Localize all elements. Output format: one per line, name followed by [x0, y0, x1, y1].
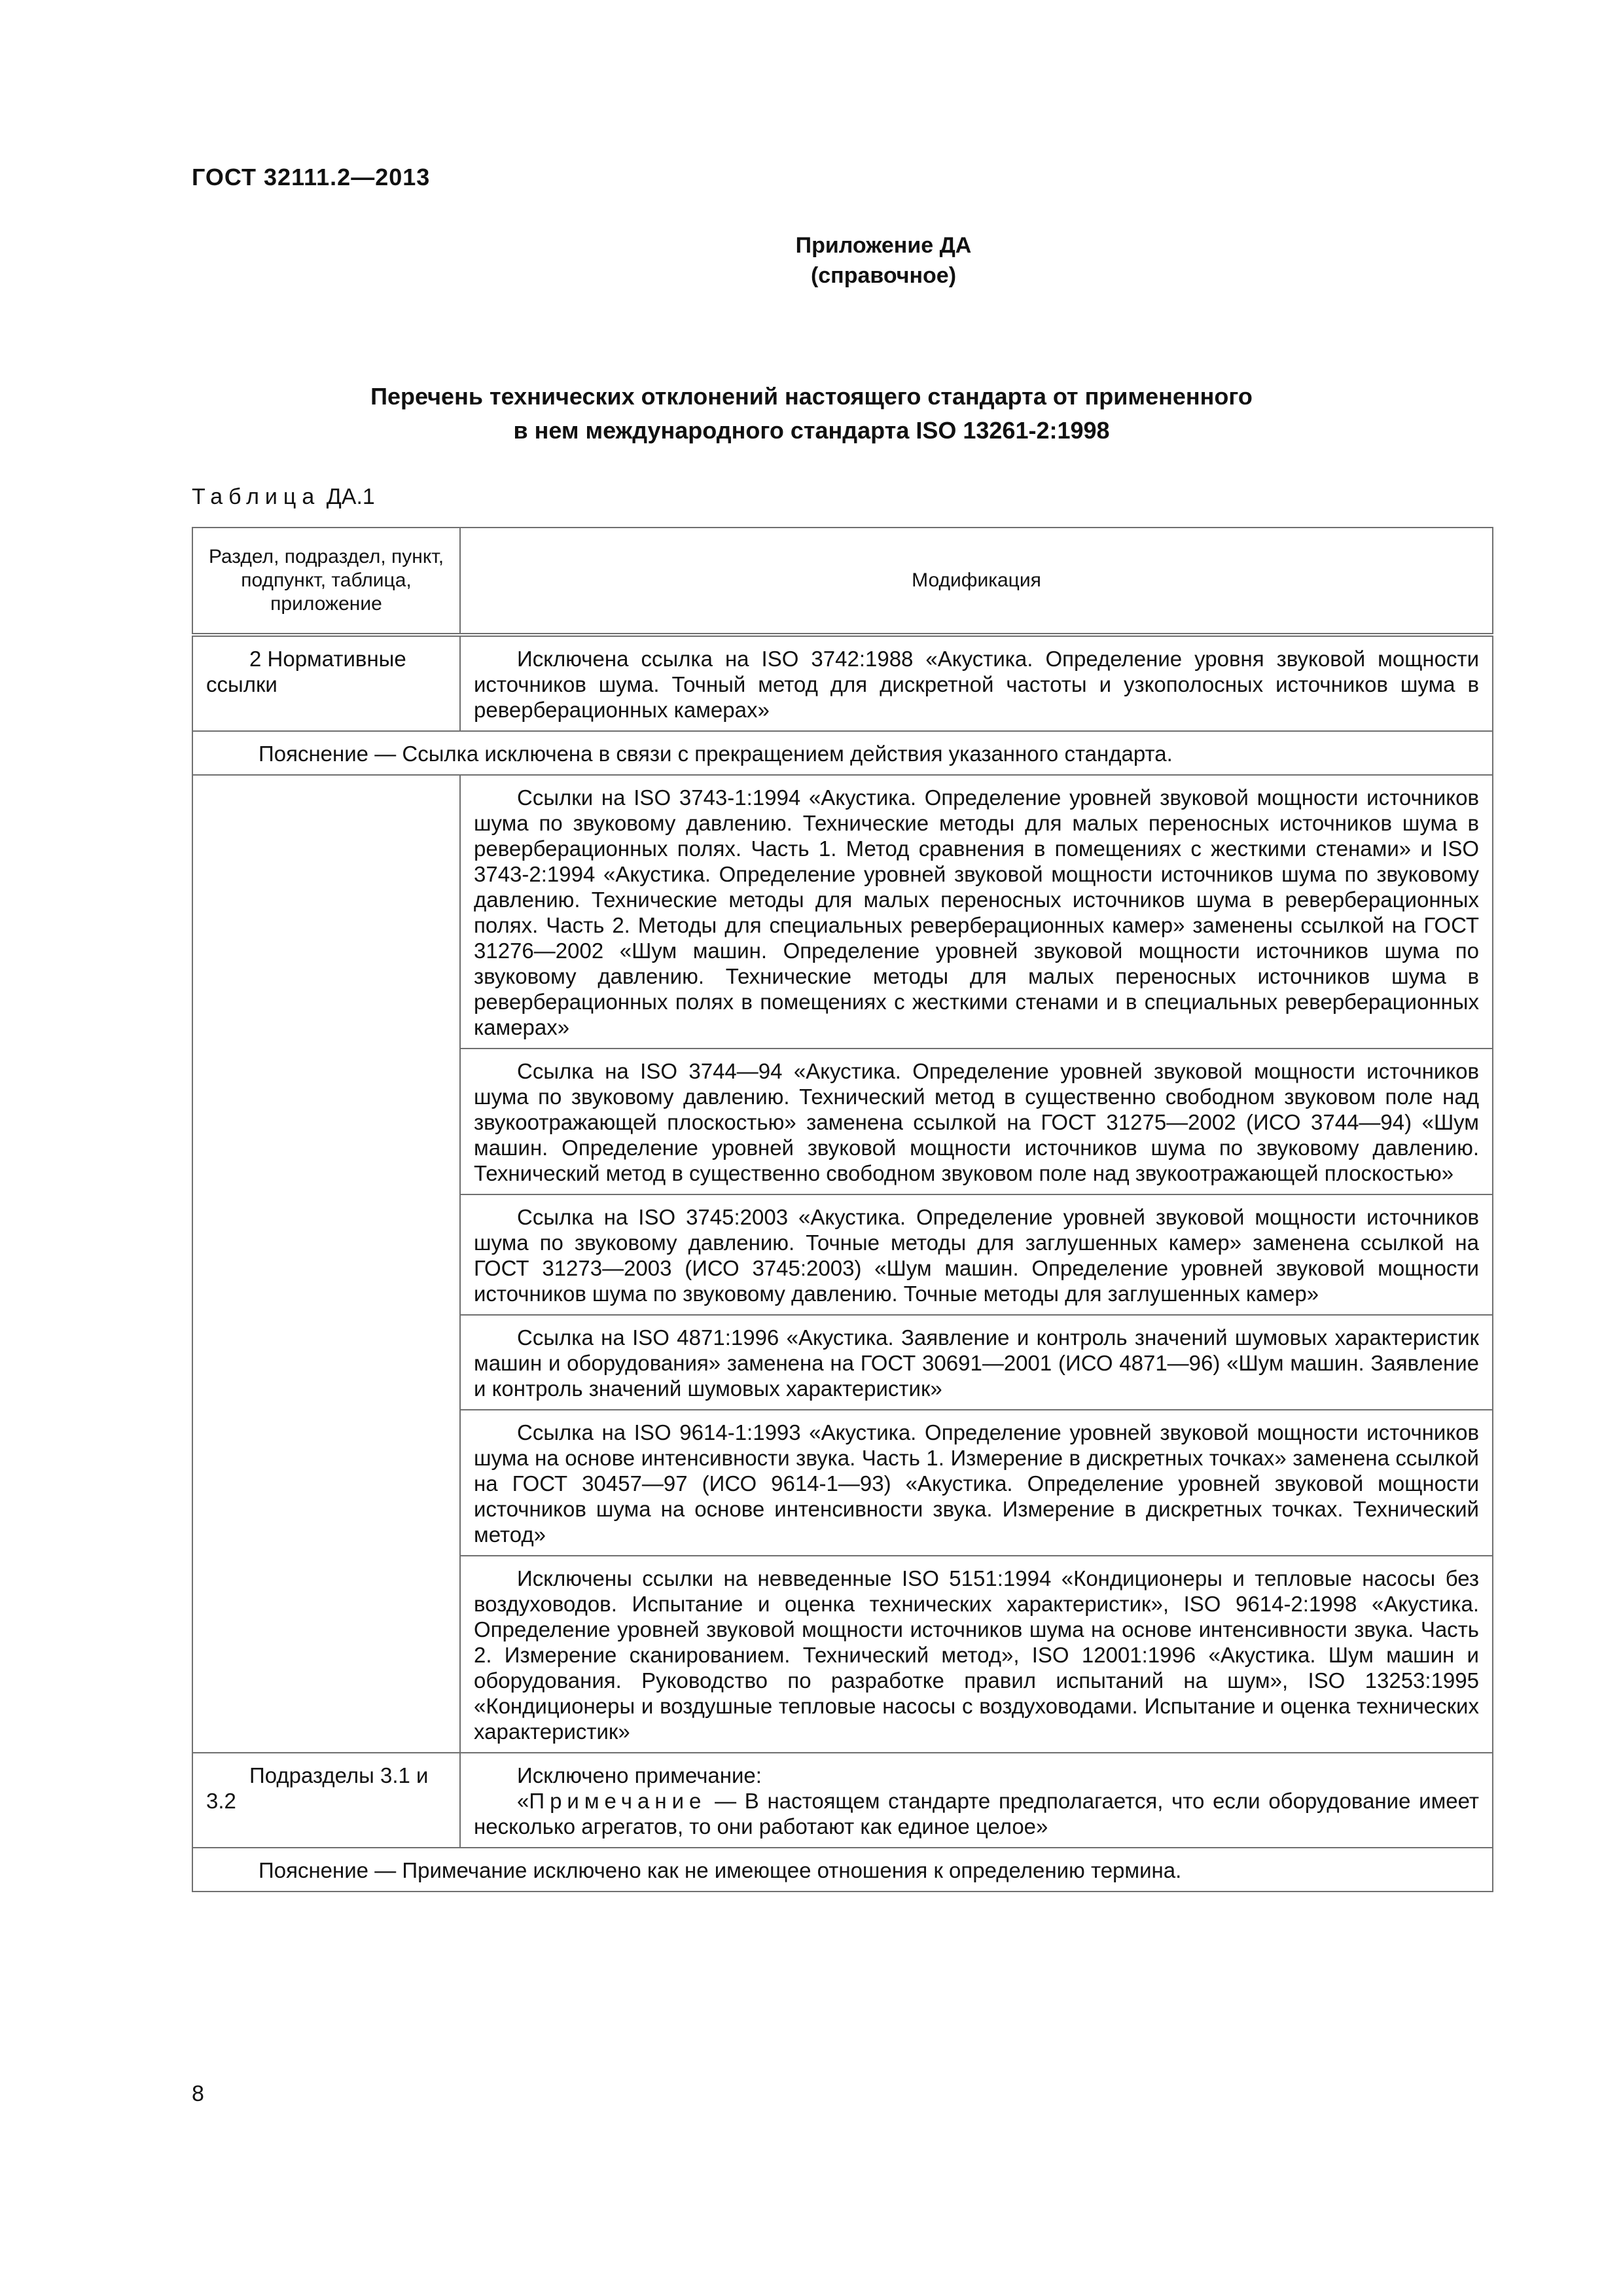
heading-line-2: в нем международного стандарта ISO 13261-2:1998 — [513, 417, 1110, 444]
modification-cell: Ссылка на ISO 9614-1:1993 «Акустика. Определение уровней звуковой мощности источников шума на основе интенсивности звука. Часть 1. Измерение в дискретных точках» заменена ссылкой на ГОСТ 30457—97 (ИСО 9614-1—93) «Акустика. Определение уровней звуковой мощности источников шума на основе интенсивности звука. Измерение в дискретных точках. Технический метод» — [460, 1410, 1493, 1556]
modification-cell: Ссылка на ISO 3744—94 «Акустика. Определение уровней звуковой мощности источников шума по звуковому давлению. Технический метод в существенно свободном звуковом поле над звукоотражающей плоскостью» заменена ссылкой на ГОСТ 31275—2002 (ИСО 3744—94) «Шум машин. Определение уровней звуковой мощности источников шума по звуковому давлению. Технический метод в существенно свободном звуковом поле над звукоотражающей плоскостью» — [460, 1049, 1493, 1194]
table-row — [192, 1753, 1493, 1848]
modification-cell: Ссылка на ISO 3745:2003 «Акустика. Определение уровней звуковой мощности источников шума по звуковому давлению. Точные методы для заглушенных камер» заменена ссылкой на ГОСТ 31273—2003 (ИСО 3745:2003) «Шум машин. Определение уровней звуковой мощности источников шума по звуковому давлению. Точные методы для заглушенных камер» — [460, 1194, 1493, 1315]
document-code: ГОСТ 32111.2—2013 — [192, 164, 431, 190]
section-cell: 2 Нормативные ссылки — [192, 635, 460, 731]
header-section: Раздел, подраздел, пункт, подпункт, таблица, приложение — [192, 528, 460, 635]
explanation-note: Пояснение — Ссылка исключена в связи с прекращением действия указанного стандарта. — [192, 731, 1493, 775]
heading-line-1: Перечень технических отклонений настоящего стандарта от примененного — [370, 383, 1253, 410]
table-caption-word: Таблица — [192, 484, 321, 509]
table-row — [192, 635, 1493, 731]
modification-cell: Исключены ссылки на невведенные ISO 5151:1994 «Кондиционеры и тепловые насосы без воздуховодов. Испытание и оценка технических характеристик», ISO 9614-2:1998 «Акустика. Определение уровней звуковой мощности источников шума на основе интенсивности звука. Часть 2. Измерение сканированием. Технический метод», ISO 12001:1996 «Акустика. Шум машин и оборудования. Руководство по разработке правил испытаний на шум», ISO 13253:1995 «Кондиционеры и воздушные тепловые насосы с воздуховодами. Испытание и оценка технических характеристик» — [460, 1556, 1493, 1753]
quote-mark: « — [517, 1789, 529, 1813]
section-cell: Подразделы 3.1 и 3.2 — [192, 1753, 460, 1848]
deviations-table — [192, 527, 1493, 1892]
explanation-note: Пояснение — Примечание исключено как не имеющее отношения к определению термина. — [192, 1848, 1493, 1892]
header-modification: Модификация — [460, 528, 1493, 635]
page-heading — [216, 380, 1407, 448]
table-note-row — [192, 731, 1493, 775]
table-note-row — [192, 1848, 1493, 1892]
modification-line — [474, 1788, 1479, 1839]
modification-cell — [460, 1753, 1493, 1848]
note-label: Примечание — [529, 1789, 707, 1813]
table-caption-number: ДА.1 — [326, 484, 375, 509]
annex-subtitle: (справочное) — [810, 263, 957, 288]
section-cell — [192, 775, 460, 1753]
annex-title: Приложение ДА — [795, 233, 972, 258]
table-row — [192, 775, 1493, 1049]
table-header-row — [192, 528, 1493, 635]
note-text: — В настоящем стандарте предполагается, что если оборудование имеет несколько агрегатов, то они работают как единое целое» — [474, 1789, 1479, 1839]
modification-cell: Ссылка на ISO 4871:1996 «Акустика. Заявление и контроль значений шумовых характеристик машин и оборудования» заменена на ГОСТ 30691—2001 (ИСО 4871—96) «Шум машин. Заявление и контроль значений шумовых характеристик» — [460, 1315, 1493, 1410]
modification-cell: Исключена ссылка на ISO 3742:1988 «Акустика. Определение уровня звуковой мощности источников шума. Точный метод для дискретной частоты и узкополосных источников шума в реверберационных камерах» — [460, 635, 1493, 731]
modification-cell: Ссылки на ISO 3743-1:1994 «Акустика. Определение уровней звуковой мощности источников шума по звуковому давлению. Технические методы для малых переносных источников шума в реверберационных полях. Часть 1. Метод сравнения в помещениях с жесткими стенами» и ISO 3743-2:1994 «Акустика. Определение уровней звуковой мощности источников шума по звуковому давлению. Технические методы для малых переносных источников шума в реверберационных полях. Часть 2. Методы для специальных реверберационных камер» заменены ссылкой на ГОСТ 31276—2002 «Шум машин. Определение уровней звуковой мощности источников шума по звуковому давлению. Технические методы для малых переносных источников шума в реверберационных полях в помещениях с жесткими стенами и в специальных реверберационных камерах» — [460, 775, 1493, 1049]
modification-line: Исключено примечание: — [517, 1763, 762, 1787]
annex-title-block — [0, 230, 1623, 291]
page-number: 8 — [192, 2081, 204, 2106]
table-caption — [192, 484, 375, 510]
